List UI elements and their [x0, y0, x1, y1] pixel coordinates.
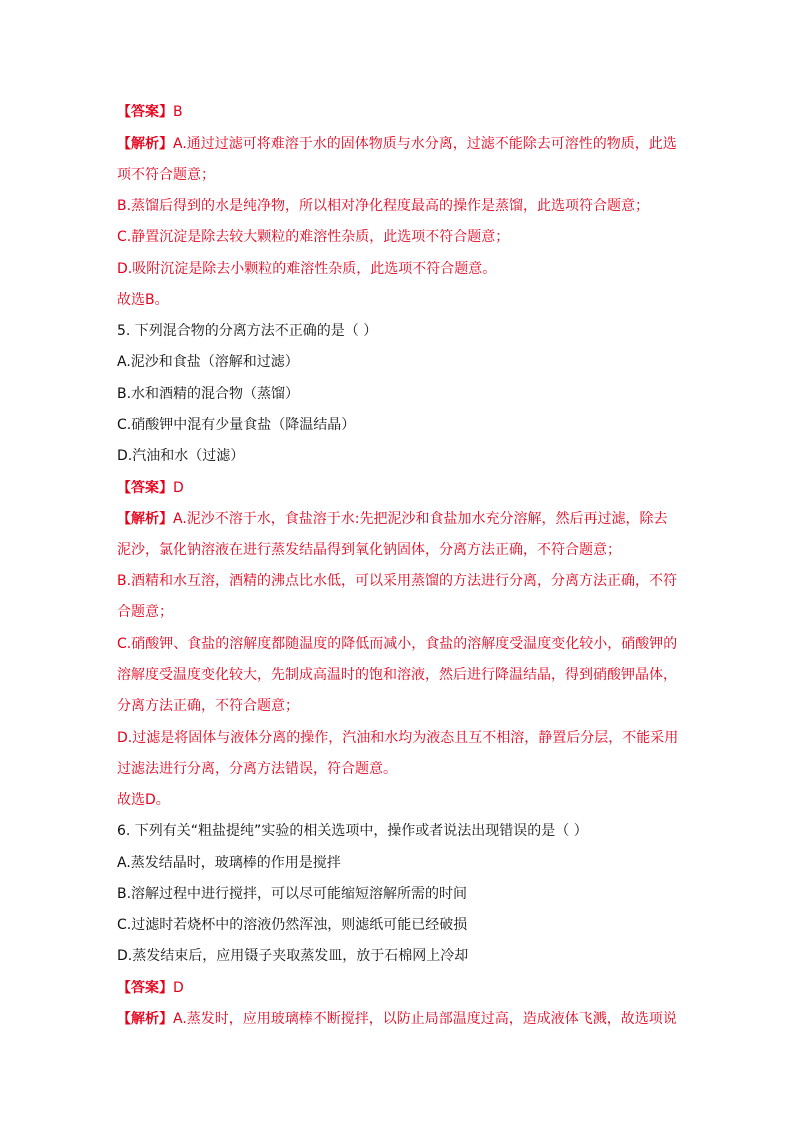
answer-label: 【答案】: [117, 980, 173, 996]
q5-analysis-line-3: B.酒精和水互溶，酒精的沸点比水低，可以采用蒸馏的方法进行分离，分离方法正确，不符: [117, 573, 678, 589]
q4-conclusion: 故选B。: [117, 292, 169, 308]
q6-answer: [117, 980, 687, 996]
q6-option-c: C.过滤时若烧杯中的溶液仍然浑浊，则滤纸可能已经破损: [117, 917, 468, 933]
q5-analysis-line-7: 分离方法正确，不符合题意；: [117, 698, 299, 714]
q5-question: 5. 下列混合物的分离方法不正确的是（ ）: [117, 323, 378, 339]
q6-question: 6. 下列有关“粗盐提纯”实验的相关选项中，操作或者说法出现错误的是（ ）: [117, 823, 588, 839]
answer-label: 【答案】: [117, 104, 173, 120]
q6-option-a: A.蒸发结晶时，玻璃棒的作用是搅拌: [117, 855, 341, 871]
q5-option-b: B.水和酒精的混合物（蒸馏）: [117, 386, 300, 402]
q5-analysis-line-1: [117, 511, 687, 527]
answer-value: B: [173, 104, 183, 120]
answer-label: 【答案】: [117, 480, 173, 496]
q5-analysis-line-8: D.过滤是将固体与液体分离的操作，汽油和水均为液态且互不相溶，静置后分层，不能采用: [117, 730, 679, 746]
q4-answer: [117, 104, 687, 120]
analysis-text: A.通过过滤可将难溶于水的固体物质与水分离，过滤不能除去可溶性的物质，此选: [173, 136, 677, 152]
q5-analysis-line-6: 溶解度受温度变化较大，先制成高温时的饱和溶液，然后进行降温结晶，得到硝酸钾晶体，: [117, 667, 677, 683]
q5-option-c: C.硝酸钾中混有少量食盐（降温结晶）: [117, 417, 356, 433]
q4-analysis-line-2: 项不符合题意；: [117, 167, 215, 183]
q5-analysis-line-2: 泥沙，氯化钠溶液在进行蒸发结晶得到氧化钠固体，分离方法正确，不符合题意；: [117, 542, 621, 558]
q5-option-a: A.泥沙和食盐（溶解和过滤）: [117, 354, 299, 370]
q5-analysis-line-5: C.硝酸钾、食盐的溶解度都随温度的降低而减小，食盐的溶解度受温度变化较小，硝酸钾的: [117, 636, 678, 652]
analysis-text: A.蒸发时，应用玻璃棒不断搅拌，以防止局部温度过高，造成液体飞溅，故选项说: [173, 1011, 677, 1027]
answer-value: D: [173, 480, 184, 496]
q5-conclusion: 故选D。: [117, 792, 170, 808]
q5-analysis-line-4: 合题意；: [117, 604, 173, 620]
q4-analysis-line-3: B.蒸馏后得到的水是纯净物，所以相对净化程度最高的操作是蒸馏，此选项符合题意；: [117, 198, 650, 214]
analysis-text: A.泥沙不溶于水，食盐溶于水:先把泥沙和食盐加水充分溶解，然后再过滤，除去: [173, 511, 668, 527]
q4-analysis-line-1: [117, 136, 687, 152]
analysis-label: 【解析】: [117, 136, 173, 152]
q6-option-d: D.蒸发结束后，应用镊子夹取蒸发皿，放于石棉网上冷却: [117, 948, 469, 964]
q5-option-d: D.汽油和水（过滤）: [117, 448, 245, 464]
analysis-label: 【解析】: [117, 511, 173, 527]
analysis-label: 【解析】: [117, 1011, 173, 1027]
q6-analysis-line-1: [117, 1011, 687, 1027]
q6-option-b: B.溶解过程中进行搅拌，可以尽可能缩短溶解所需的时间: [117, 886, 468, 902]
q4-analysis-line-4: C.静置沉淀是除去较大颗粒的难溶性杂质，此选项不符合题意；: [117, 229, 510, 245]
q4-analysis-line-5: D.吸附沉淀是除去小颗粒的难溶性杂质，此选项不符合题意。: [117, 261, 497, 277]
q5-answer: [117, 480, 687, 496]
answer-value: D: [173, 980, 184, 996]
q5-analysis-line-9: 过滤法进行分离，分离方法错误，符合题意。: [117, 761, 397, 777]
